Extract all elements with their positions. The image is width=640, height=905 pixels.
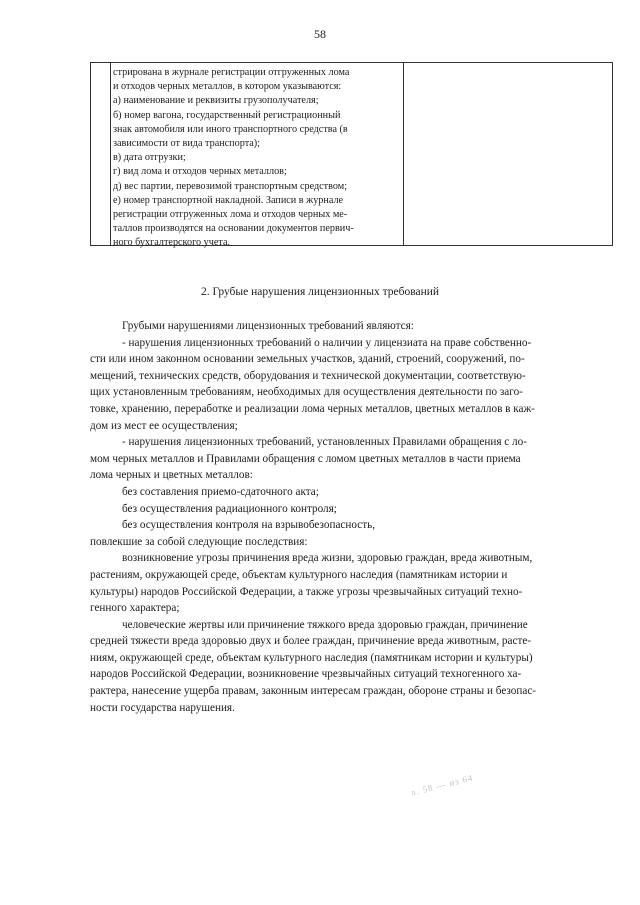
- body-line: сти или ином законном основании земельных участков, зданий, строений, сооружений, по-: [90, 353, 525, 366]
- faint-stamp: л. 58 — из 64: [409, 772, 475, 798]
- body-line: культуры) народов Российской Федерации, а также угрозы чрезвычайных ситуаций техно-: [90, 585, 523, 598]
- body-line: человеческие жертвы или причинение тяжкого вреда здоровью граждан, причинение: [122, 618, 528, 631]
- body-line: повлекшие за собой следующие последствия:: [90, 535, 308, 548]
- table-column-divider: [403, 63, 404, 245]
- body-line: средней тяжести вреда здоровью двух и более граждан, причинение вреда животным, расте-: [90, 635, 532, 648]
- table-line: зависимости от вида транспорта);: [113, 138, 261, 150]
- body-line: щих установленным требованиям, необходимых для осуществления деятельности по заго-: [90, 386, 523, 399]
- table-line: таллов производятся на основании документов первич-: [113, 223, 354, 235]
- table-line: д) вес партии, перевозимой транспортным средством;: [113, 180, 348, 192]
- body-line: лома черных и цветных металлов:: [90, 469, 253, 482]
- table-line: е) номер транспортной накладной. Записи в журнале: [113, 194, 344, 206]
- body-line: Грубыми нарушениями лицензионных требований являются:: [122, 320, 414, 332]
- body-line: мом черных металлов и Правилами обращения с ломом цветных металлов в части приема: [90, 452, 521, 465]
- body-line: - нарушения лицензионных требований о наличии у лицензиата на праве собственно-: [122, 336, 532, 349]
- body-line: генного характера;: [90, 602, 180, 615]
- table-line: стрирована в журнале регистрации отгруженных лома: [113, 67, 350, 78]
- table-line: знак автомобиля или иного транспортного средства (в: [113, 123, 348, 135]
- table-line: а) наименование и реквизиты грузополучателя;: [113, 95, 319, 107]
- table-cell-text: [113, 66, 398, 251]
- page-number: 58: [314, 27, 326, 41]
- body-line: товке, хранению, переработке и реализации лома черных металлов, цветных металлов в каж-: [90, 402, 535, 415]
- body-line: дом из мест ее осуществления;: [90, 419, 238, 432]
- body-line: без составления приемо-сдаточного акта;: [122, 485, 319, 498]
- table-line: ного бухгалтерского учета.: [113, 237, 231, 249]
- table-column-divider: [110, 63, 111, 245]
- body-line: ниям, окружающей среде, объектам культурного наследия (памятникам истории и культуры): [90, 651, 533, 664]
- body-line: рактера, нанесение ущерба правам, законным интересам граждан, обороне страны и безопас-: [90, 685, 537, 698]
- table-line: и отходов черных металлов, в котором указываются:: [113, 81, 342, 93]
- body-line: без осуществления контроля на взрывобезопасность,: [122, 519, 375, 532]
- body-line: растениям, окружающей среде, объектам культурного наследия (памятникам истории и: [90, 568, 508, 581]
- body-line: мещений, технических средств, оборудования и технической документации, соответствую-: [90, 369, 526, 382]
- body-line: без осуществления радиационного контроля;: [122, 502, 337, 515]
- section-heading: 2. Грубые нарушения лицензионных требований: [200, 286, 440, 298]
- table-line: б) номер вагона, государственный регистрационный: [113, 109, 341, 121]
- body-line: ности государства нарушения.: [90, 701, 235, 714]
- body-line: возникновение угрозы причинения вреда жизни, здоровью граждан, вреда животным,: [122, 552, 533, 565]
- body-line: - нарушения лицензионных требований, установленных Правилами обращения с ло-: [122, 436, 527, 449]
- table-line: г) вид лома и отходов черных металлов;: [113, 166, 287, 178]
- body-line: народов Российской Федерации, возникновение чрезвычайных ситуаций техногенного ха-: [90, 668, 522, 681]
- table-line: в) дата отгрузки;: [113, 152, 186, 164]
- body-text: [90, 318, 612, 716]
- table-line: регистрации отгруженных лома и отходов черных ме-: [113, 209, 348, 221]
